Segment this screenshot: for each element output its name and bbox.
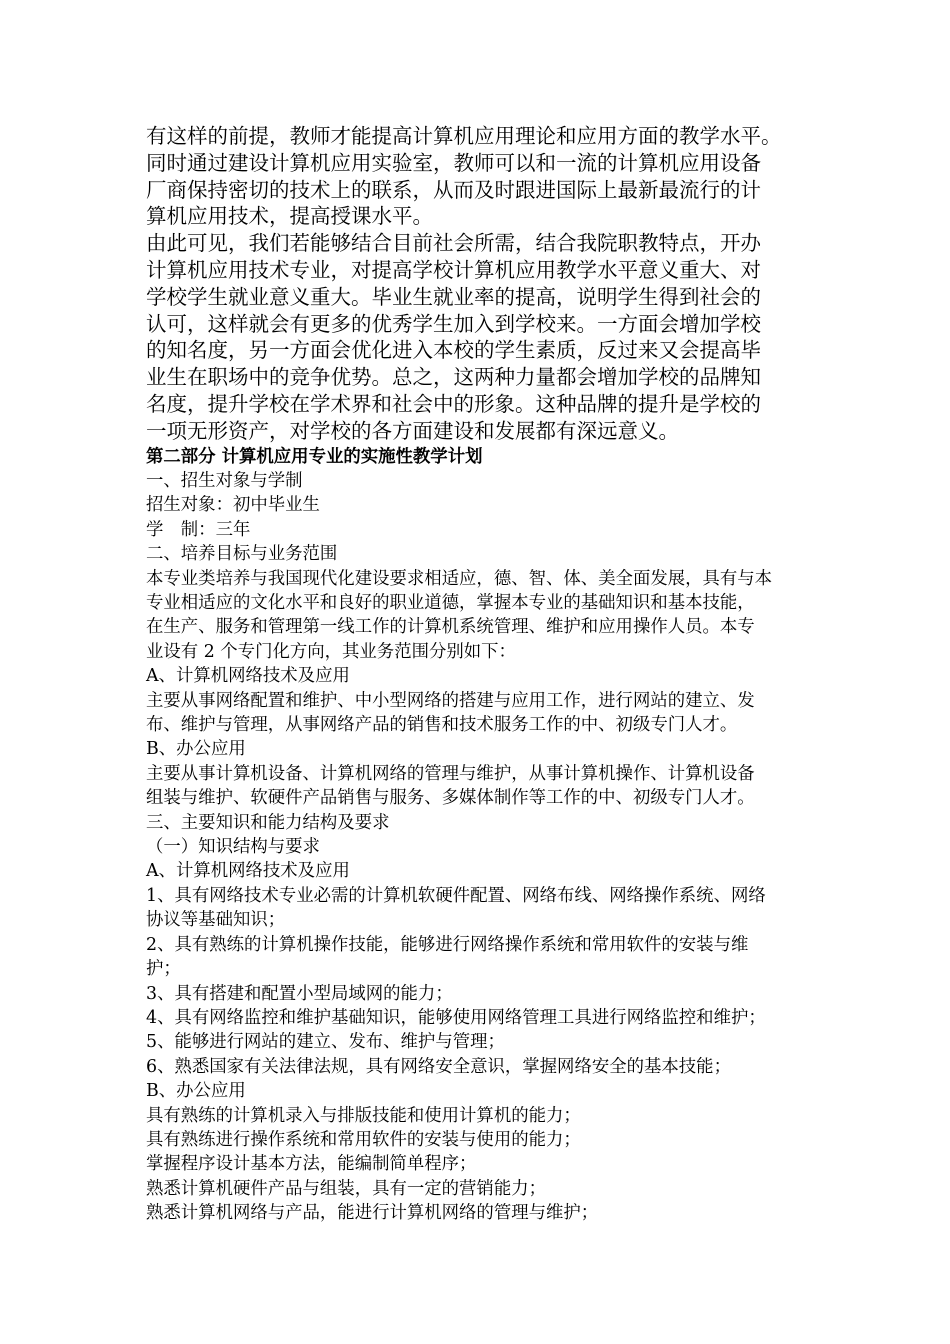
paragraph-line: 有这样的前提，教师才能提高计算机应用理论和应用方面的教学水平。 [146,124,782,148]
paragraph-line: 名度，提升学校在学术界和社会中的形象。这种品牌的提升是学校的 [146,391,761,416]
text-line: 在生产、服务和管理第一线工作的计算机系统管理、维护和应用操作人员。本专 [146,617,755,638]
list-item: 具有熟练进行操作系统和常用软件的安装与使用的能力； [146,1129,581,1150]
list-item: 4、具有网络监控和维护基础知识，能够使用网络管理工具进行网络监控和维护； [146,1007,766,1028]
paragraph-line: 由此可见，我们若能够结合目前社会所需，结合我院职教特点，开办 [146,231,761,256]
list-item: 5、能够进行网站的建立、发布、维护与管理； [146,1032,505,1053]
paragraph-line: 认可，这样就会有更多的优秀学生加入到学校来。一方面会增加学校 [146,311,761,336]
paragraph-line: 学校学生就业意义重大。毕业生就业率的提高，说明学生得到社会的 [146,284,761,309]
section-title: 三、主要知识和能力结构及要求 [146,812,390,833]
text-line: 主要从事计算机设备、计算机网络的管理与维护，从事计算机操作、计算机设备 [146,763,755,784]
text-line: 主要从事网络配置和维护、中小型网络的搭建与应用工作，进行网站的建立、发 [146,690,755,711]
list-item: 具有熟练的计算机录入与排版技能和使用计算机的能力； [146,1105,581,1126]
paragraph-line: 同时通过建设计算机应用实验室，教师可以和一流的计算机应用设备 [146,150,761,175]
list-item: 护； [146,959,181,980]
paragraph-line: 计算机应用技术专业，对提高学校计算机应用教学水平意义重大、对 [146,257,761,282]
text-line: 学 制：三年 [146,519,251,540]
paragraph-line: 算机应用技术，提高授课水平。 [146,204,433,229]
text-line: 布、维护与管理，从事网络产品的销售和技术服务工作的中、初级专门人才。 [146,715,738,736]
text-line: 业设有 2 个专门化方向，其业务范围分别如下： [146,641,516,662]
text-line: 组装与维护、软硬件产品销售与服务、多媒体制作等工作的中、初级专门人才。 [146,788,755,809]
list-item: 1、具有网络技术专业必需的计算机软硬件配置、网络布线、网络操作系统、网络 [146,885,766,906]
section-title: 二、培养目标与业务范围 [146,544,338,565]
subsection-title: A、计算机网络技术及应用 [146,861,350,882]
list-item: 掌握程序设计基本方法，能编制简单程序； [146,1154,477,1175]
list-item: 6、熟悉国家有关法律法规，具有网络安全意识，掌握网络安全的基本技能； [146,1056,731,1077]
list-item: 3、具有搭建和配置小型局域网的能力； [146,983,453,1004]
paragraph-line: 一项无形资产，对学校的各方面建设和发展都有深远意义。 [146,418,679,443]
text-line: 专业相适应的文化水平和良好的职业道德，掌握本专业的基础知识和基本技能， [146,593,755,613]
list-item: 2、具有熟练的计算机操作技能，能够进行网络操作系统和常用软件的安装与维 [146,934,749,955]
paragraph-line: 厂商保持密切的技术上的联系，从而及时跟进国际上最新最流行的计 [146,177,761,202]
list-item: 协议等基础知识； [146,910,286,931]
paragraph-line: 的知名度，另一方面会优化进入本校的学生素质，反过来又会提高毕 [146,338,761,363]
document-body [146,123,814,1226]
text-line: 招生对象：初中毕业生 [146,495,320,516]
subsection-title: A、计算机网络技术及应用 [146,666,350,687]
list-item: 熟悉计算机硬件产品与组装，具有一定的营销能力； [146,1178,546,1199]
text-line: 本专业类培养与我国现代化建设要求相适应，德、智、体、美全面发展，具有与本 [146,568,773,589]
list-item: 熟悉计算机网络与产品，能进行计算机网络的管理与维护； [146,1203,599,1224]
subsection-title: B、办公应用 [146,1081,246,1102]
section-heading: 第二部分 计算机应用专业的实施性教学计划 [146,446,483,467]
paragraph-line: 业生在职场中的竞争优势。总之，这两种力量都会增加学校的品牌知 [146,365,761,390]
section-title: 一、招生对象与学制 [146,470,303,491]
subsection-title: B、办公应用 [146,739,246,760]
subsection-title: （一）知识结构与要求 [146,837,320,858]
